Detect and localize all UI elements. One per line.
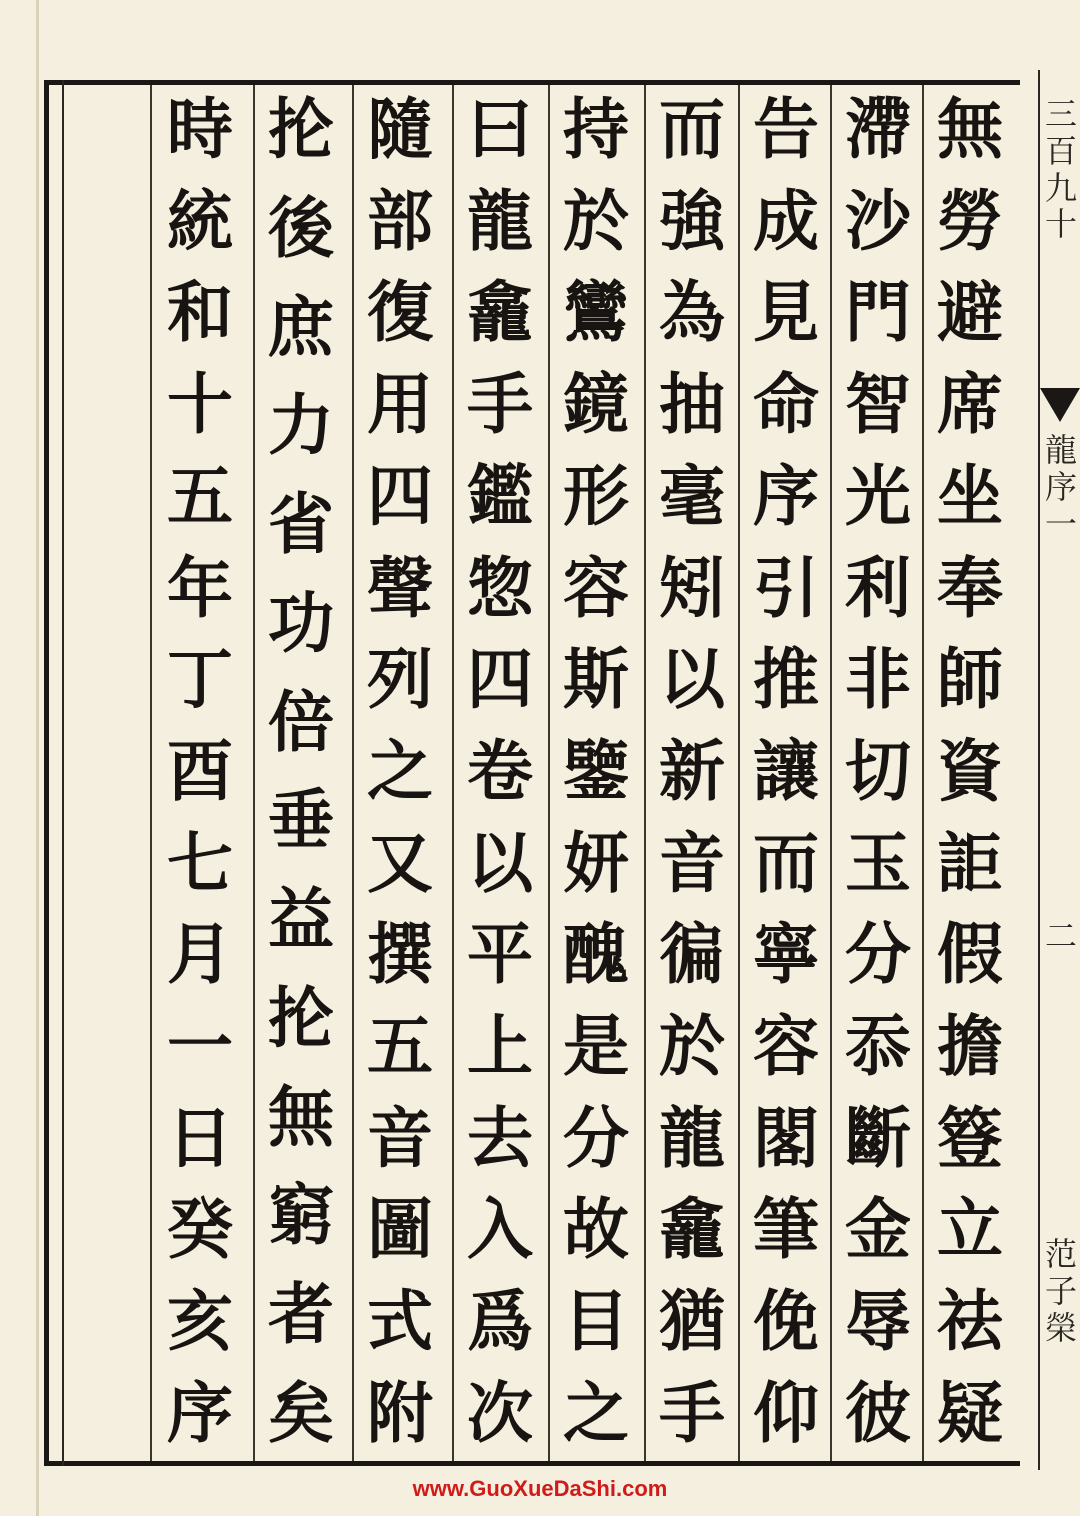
margin-character: 序 [1044, 467, 1077, 506]
character: 癸 [167, 1190, 233, 1269]
character: 新 [659, 731, 725, 810]
character: 五 [367, 1007, 433, 1086]
character: 金 [845, 1190, 911, 1269]
margin-character: 榮 [1044, 1308, 1077, 1347]
character: 妍 [563, 823, 629, 902]
character: 告 [753, 90, 819, 168]
character: 時 [167, 90, 233, 168]
character: 惣 [467, 548, 533, 627]
character: 丁 [167, 640, 233, 719]
character: 徧 [659, 915, 725, 994]
character: 勞 [937, 181, 1003, 260]
margin-character: 子 [1044, 1271, 1077, 1310]
column-rule [644, 85, 646, 1461]
character: 滯 [845, 90, 911, 168]
frame-inner-line [62, 80, 64, 1466]
fish-tail-mark [1040, 388, 1080, 422]
character: 功 [268, 583, 334, 662]
character: 而 [753, 823, 819, 902]
watermark-url: www.GuoXueDaShi.com [412, 1476, 668, 1501]
column-rule [352, 85, 354, 1461]
character: 持 [563, 90, 629, 168]
character: 強 [659, 181, 725, 260]
character: 去 [467, 1098, 533, 1177]
character: 目 [563, 1282, 629, 1361]
character: 之 [563, 1373, 629, 1452]
character: 擔 [937, 1007, 1003, 1086]
character: 鸞 [563, 273, 629, 352]
character: 序 [167, 1373, 233, 1452]
character: 部 [367, 181, 433, 260]
character: 推 [753, 640, 819, 719]
character: 音 [659, 823, 725, 902]
character: 卷 [467, 731, 533, 810]
margin-character: 十 [1044, 205, 1077, 244]
character: 無 [268, 1077, 334, 1156]
character: 席 [937, 365, 1003, 444]
character: 式 [367, 1282, 433, 1361]
character: 平 [467, 915, 533, 994]
character: 七 [167, 823, 233, 902]
character: 鑑 [467, 456, 533, 535]
character: 抡 [268, 978, 334, 1057]
character: 利 [845, 548, 911, 627]
character: 詎 [937, 823, 1003, 902]
character: 俛 [753, 1282, 819, 1361]
character: 為 [659, 273, 725, 352]
character: 龕 [659, 1190, 725, 1269]
character: 聲 [367, 548, 433, 627]
character: 命 [753, 365, 819, 444]
character: 四 [367, 456, 433, 535]
character: 是 [563, 1007, 629, 1086]
character: 抡 [268, 90, 334, 168]
character: 分 [563, 1098, 629, 1177]
character: 四 [467, 640, 533, 719]
character: 序 [753, 456, 819, 535]
character: 分 [845, 915, 911, 994]
character: 形 [563, 456, 629, 535]
text-column-5 [551, 90, 641, 1452]
character: 醜 [563, 915, 629, 994]
character: 毫 [659, 456, 725, 535]
binding-edge [36, 0, 39, 1516]
character: 列 [367, 640, 433, 719]
character: 力 [268, 386, 334, 465]
character: 以 [659, 640, 725, 719]
character: 酉 [167, 731, 233, 810]
character: 矧 [659, 548, 725, 627]
character: 立 [937, 1190, 1003, 1269]
character: 而 [659, 90, 725, 168]
character: 手 [659, 1373, 725, 1452]
character: 一 [167, 1007, 233, 1086]
character: 斯 [563, 640, 629, 719]
character: 玉 [845, 823, 911, 902]
character: 忝 [845, 1007, 911, 1086]
character: 年 [167, 548, 233, 627]
character: 月 [167, 915, 233, 994]
character: 龕 [467, 273, 533, 352]
text-column-9 [155, 90, 245, 1452]
character: 仰 [753, 1373, 819, 1452]
character: 無 [937, 90, 1003, 168]
character: 容 [753, 1007, 819, 1086]
margin-character: 一 [1044, 504, 1077, 543]
character: 智 [845, 365, 911, 444]
margin-character: 二 [1044, 917, 1077, 955]
margin-page-number [1044, 96, 1078, 243]
character: 閣 [753, 1098, 819, 1177]
margin-character: 百 [1044, 131, 1077, 170]
column-rule [150, 85, 152, 1461]
character: 奉 [937, 548, 1003, 627]
margin-section-title [1044, 432, 1078, 542]
character: 猶 [659, 1282, 725, 1361]
character: 圖 [367, 1190, 433, 1269]
character: 見 [753, 273, 819, 352]
character: 隨 [367, 90, 433, 168]
character: 坐 [937, 456, 1003, 535]
character: 彼 [845, 1373, 911, 1452]
character: 者 [268, 1275, 334, 1354]
character: 故 [563, 1190, 629, 1269]
character: 音 [367, 1098, 433, 1177]
character: 引 [753, 548, 819, 627]
character: 垂 [268, 781, 334, 860]
character: 益 [268, 880, 334, 959]
character: 之 [367, 731, 433, 810]
character: 後 [268, 188, 334, 267]
margin-leaf-number [1044, 918, 1078, 955]
character: 五 [167, 456, 233, 535]
character: 切 [845, 731, 911, 810]
character: 爲 [467, 1282, 533, 1361]
character: 附 [367, 1373, 433, 1452]
character: 光 [845, 456, 911, 535]
character: 斷 [845, 1098, 911, 1177]
character: 龍 [467, 181, 533, 260]
margin-character: 范 [1044, 1235, 1077, 1273]
character: 曰 [467, 90, 533, 168]
character: 資 [937, 731, 1003, 810]
character: 用 [367, 365, 433, 444]
character: 復 [367, 273, 433, 352]
character: 筆 [753, 1190, 819, 1269]
character: 亥 [167, 1282, 233, 1361]
character: 避 [937, 273, 1003, 352]
character: 鑒 [563, 731, 629, 810]
character: 省 [268, 485, 334, 564]
margin-rule [1038, 70, 1040, 1470]
character: 庶 [268, 287, 334, 366]
character: 手 [467, 365, 533, 444]
character: 容 [563, 548, 629, 627]
character: 沙 [845, 181, 911, 260]
text-column-1 [925, 90, 1015, 1452]
column-rule [548, 85, 550, 1461]
text-column-3 [741, 90, 831, 1452]
character: 日 [167, 1098, 233, 1177]
character: 入 [467, 1190, 533, 1269]
character: 於 [563, 181, 629, 260]
text-column-2 [833, 90, 923, 1452]
character: 簦 [937, 1098, 1003, 1177]
character: 祛 [937, 1282, 1003, 1361]
character: 龍 [659, 1098, 725, 1177]
character: 鏡 [563, 365, 629, 444]
character: 假 [937, 915, 1003, 994]
character: 成 [753, 181, 819, 260]
character: 矣 [268, 1373, 334, 1452]
character: 辱 [845, 1282, 911, 1361]
character: 門 [845, 273, 911, 352]
margin-character: 三 [1044, 95, 1077, 133]
character: 師 [937, 640, 1003, 719]
column-rule [738, 85, 740, 1461]
character: 統 [167, 181, 233, 260]
character: 上 [467, 1007, 533, 1086]
character: 疑 [937, 1373, 1003, 1452]
character: 於 [659, 1007, 725, 1086]
character: 倍 [268, 682, 334, 761]
column-rule [253, 85, 255, 1461]
text-column-8 [256, 90, 346, 1452]
text-column-7 [355, 90, 445, 1452]
text-column-4 [647, 90, 737, 1452]
text-column-6 [455, 90, 545, 1452]
character: 十 [167, 365, 233, 444]
column-rule [452, 85, 454, 1461]
margin-publisher [1044, 1236, 1078, 1346]
character: 又 [367, 823, 433, 902]
character: 和 [167, 273, 233, 352]
character: 以 [467, 823, 533, 902]
character: 窮 [268, 1176, 334, 1255]
character: 寧 [753, 915, 819, 994]
margin-character: 龍 [1044, 431, 1077, 469]
character: 次 [467, 1373, 533, 1452]
character: 讓 [753, 731, 819, 810]
margin-character: 九 [1044, 168, 1077, 207]
character: 抽 [659, 365, 725, 444]
character: 非 [845, 640, 911, 719]
character: 撰 [367, 915, 433, 994]
